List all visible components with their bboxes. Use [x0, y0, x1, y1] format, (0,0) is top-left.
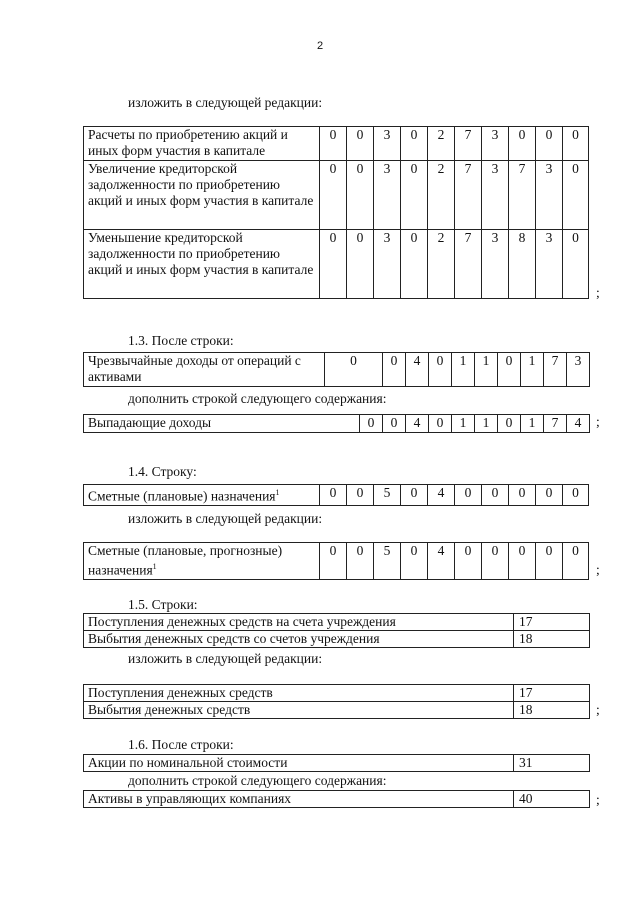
code-digit: 0 [429, 415, 452, 433]
code-digit: 3 [374, 230, 401, 299]
code-digit: 0 [455, 485, 482, 506]
table-row [84, 755, 590, 772]
table-row [84, 415, 590, 433]
original-row-table [83, 754, 590, 772]
end-semicolon: ; [596, 285, 600, 300]
code-digit: 3 [567, 353, 590, 387]
code-digit: 0 [320, 161, 347, 230]
table-row [84, 685, 590, 702]
code-digit: 3 [374, 127, 401, 161]
table-row [84, 161, 589, 230]
code-digit: 0 [401, 230, 428, 299]
code-digit: 3 [482, 127, 509, 161]
code-digit: 3 [482, 161, 509, 230]
code-digit: 0 [347, 230, 374, 299]
code-digit: 0 [401, 543, 428, 580]
code-digit: 0 [360, 415, 383, 433]
end-semicolon: ; [596, 414, 600, 429]
code-digit: 0 [320, 485, 347, 506]
code-digit: 3 [536, 161, 563, 230]
end-semicolon: ; [596, 792, 600, 807]
end-semicolon: ; [596, 562, 600, 577]
code-digit: 0 [383, 415, 406, 433]
code-digit: 0 [536, 127, 563, 161]
section-heading: 1.6. После строки: [128, 737, 234, 752]
code-digit: 4 [428, 543, 455, 580]
code-digit: 0 [563, 485, 589, 506]
code-digit: 0 [536, 485, 563, 506]
code-digit: 4 [406, 415, 429, 433]
section-heading: 1.4. Строку: [128, 464, 197, 479]
code-digit: 7 [544, 415, 567, 433]
code-digit: 2 [428, 127, 455, 161]
code-digit: 0 [320, 127, 347, 161]
table-row [84, 543, 589, 580]
code-digit: 2 [428, 230, 455, 299]
original-row-table [83, 352, 590, 387]
code-digit: 4 [406, 353, 429, 387]
row-code: 17 [514, 685, 590, 702]
code-digit: 7 [455, 161, 482, 230]
row-code: 17 [514, 614, 590, 631]
row-label: Выпадающие доходы [84, 415, 360, 433]
row-code: 40 [514, 791, 590, 808]
row-label: Акции по номинальной стоимости [84, 755, 514, 772]
code-digit: 0 [563, 127, 589, 161]
code-digit: 0 [498, 353, 521, 387]
code-digit: 0 [320, 543, 347, 580]
table-row [84, 230, 589, 299]
code-digit: 8 [509, 230, 536, 299]
new-row-table [83, 542, 589, 580]
code-digit: 3 [374, 161, 401, 230]
code-digit: 0 [347, 485, 374, 506]
row-label: Поступления денежных средств на счета учреждения [84, 614, 514, 631]
original-rows-table [83, 613, 590, 648]
new-row-table [83, 790, 590, 808]
row-code: 31 [514, 755, 590, 772]
table-row [84, 702, 590, 719]
code-digit: 7 [544, 353, 567, 387]
code-digit: 0 [401, 485, 428, 506]
row-code: 18 [514, 631, 590, 648]
row-code: 18 [514, 702, 590, 719]
code-digit: 1 [475, 353, 498, 387]
row-label [84, 485, 320, 506]
table-row [84, 127, 589, 161]
code-digit: 0 [455, 543, 482, 580]
row-label: Увеличение кредиторской задолженности по приобретению акций и иных форм участия в капитале [84, 161, 320, 230]
instruction-text: дополнить строкой следующего содержания: [128, 391, 387, 406]
section-heading: 1.3. После строки: [128, 333, 234, 348]
code-digit: 0 [429, 353, 452, 387]
original-row-table [83, 484, 589, 506]
code-digit: 0 [320, 230, 347, 299]
code-digit: 3 [536, 230, 563, 299]
code-digit: 0 [347, 161, 374, 230]
code-digit: 4 [567, 415, 590, 433]
page-number: 2 [316, 40, 324, 52]
code-digit: 0 [482, 543, 509, 580]
code-digit: 7 [509, 161, 536, 230]
end-semicolon: ; [596, 702, 600, 717]
table-row [84, 631, 590, 648]
instruction-text: изложить в следующей редакции: [128, 651, 323, 666]
code-digit: 5 [374, 485, 401, 506]
code-digit: 0 [383, 353, 406, 387]
table-row [84, 614, 590, 631]
code-digit: 0 [347, 543, 374, 580]
code-digit: 1 [475, 415, 498, 433]
code-digit: 4 [428, 485, 455, 506]
row-label: Активы в управляющих компаниях [84, 791, 514, 808]
code-digit: 0 [347, 127, 374, 161]
row-label: Чрезвычайные доходы от операций с активами [84, 353, 325, 387]
row-label: Выбытия денежных средств [84, 702, 514, 719]
code-digit: 0 [325, 353, 383, 387]
code-digit: 7 [455, 127, 482, 161]
table-row [84, 353, 590, 387]
code-digit: 0 [509, 543, 536, 580]
table-row [84, 485, 589, 506]
code-digit: 0 [536, 543, 563, 580]
code-digit: 0 [401, 161, 428, 230]
code-digit: 0 [563, 161, 589, 230]
instruction-text: изложить в следующей редакции: [128, 511, 323, 526]
new-rows-table [83, 684, 590, 719]
code-digit: 0 [482, 485, 509, 506]
code-digit: 0 [509, 127, 536, 161]
code-digit: 0 [401, 127, 428, 161]
code-digit: 5 [374, 543, 401, 580]
code-digit: 0 [498, 415, 521, 433]
replacement-table [83, 126, 589, 299]
row-label: Поступления денежных средств [84, 685, 514, 702]
row-label: Выбытия денежных средств со счетов учреждения [84, 631, 514, 648]
table-row [84, 791, 590, 808]
code-digit: 0 [563, 543, 589, 580]
footnote-mark: 1 [152, 562, 157, 571]
code-digit: 3 [482, 230, 509, 299]
code-digit: 1 [452, 353, 475, 387]
code-digit: 1 [521, 353, 544, 387]
code-digit: 1 [452, 415, 475, 433]
intro-text: изложить в следующей редакции: [128, 95, 323, 110]
section-heading: 1.5. Строки: [128, 597, 198, 612]
code-digit: 7 [455, 230, 482, 299]
row-label: Расчеты по приобретению акций и иных форм участия в капитале [84, 127, 320, 161]
code-digit: 2 [428, 161, 455, 230]
row-label-text: Сметные (плановые, прогнозные) назначения [88, 543, 283, 578]
code-digit: 0 [509, 485, 536, 506]
code-digit: 1 [521, 415, 544, 433]
new-row-table [83, 414, 590, 433]
footnote-mark: 1 [275, 488, 280, 497]
row-label [84, 543, 320, 580]
row-label-text: Сметные (плановые) назначения [88, 488, 276, 504]
row-label: Уменьшение кредиторской задолженности по приобретению акций и иных форм участия в капитале [84, 230, 320, 299]
code-digit: 0 [563, 230, 589, 299]
instruction-text: дополнить строкой следующего содержания: [128, 773, 387, 788]
